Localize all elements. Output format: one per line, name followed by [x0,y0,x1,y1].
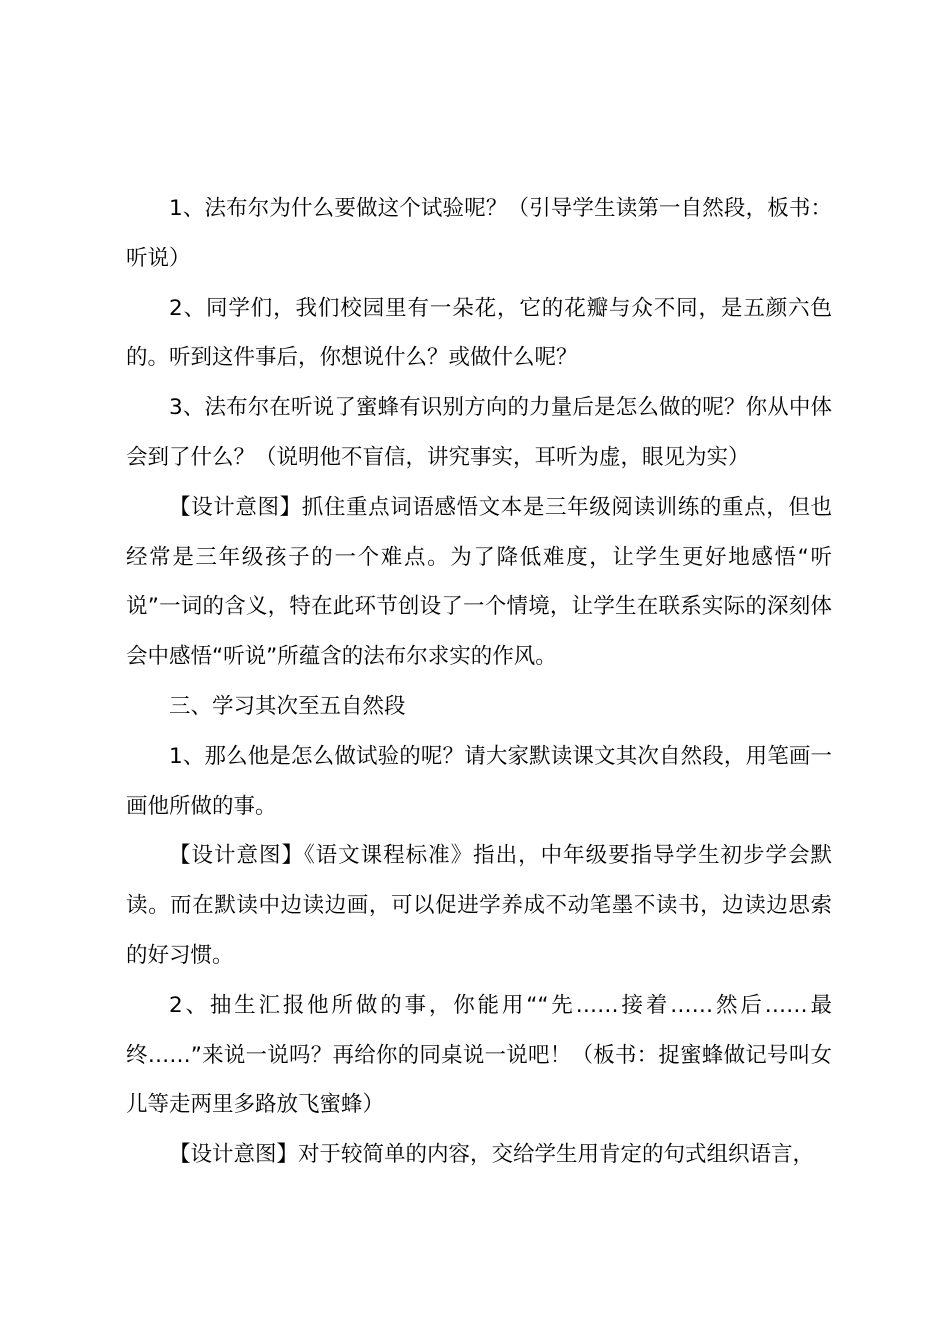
paragraph-step-1: 1、那么他是怎么做试验的呢？请大家默读课文其次自然段，用笔画一画他所做的事。 [126,743,832,819]
paragraph-design-intent-1: 【设计意图】抓住重点词语感悟文本是三年级阅读训练的重点，但也经常是三年级孩子的一个难点。为了降低难度，让学生更好地感悟“听说”一词的含义，特在此环节创设了一个情境，让学生在联系实际的深刻体会中感悟“听说”所蕴含的法布尔求实的作风。 [126,494,832,670]
paragraph-question-1: 1、法布尔为什么要做这个试验呢？（引导学生读第一自然段，板书：听说） [126,196,832,271]
paragraph-step-2: 2、抽生汇报他所做的事，你能用““先……接着……然后……最终……”来说一说吗？再给你的同桌说一说吧！（板书：捉蜜蜂做记号叫女儿等走两里多路放飞蜜蜂） [126,992,832,1118]
document-body [126,184,832,1180]
paragraph-design-intent-3: 【设计意图】对于较简单的内容，交给学生用肯定的句式组织语言， [169,1142,815,1168]
paragraph-question-3: 3、法布尔在听说了蜜蜂有识别方向的力量后是怎么做的呢？你从中体会到了什么？（说明他不盲信，讲究事实，耳听为虚，眼见为实） [126,395,832,470]
paragraph-design-intent-2: 【设计意图】《语文课程标准》指出，中年级要指导学生初步学会默读。而在默读中边读边画，可以促进学养成不动笔墨不读书，边读边思索的好习惯。 [126,843,832,968]
section-heading: 三、学习其次至五自然段 [169,693,406,719]
paragraph-question-2: 2、同学们，我们校园里有一朵花，它的花瓣与众不同，是五颜六色的。听到这件事后，你想说什么？或做什么呢？ [126,295,832,371]
